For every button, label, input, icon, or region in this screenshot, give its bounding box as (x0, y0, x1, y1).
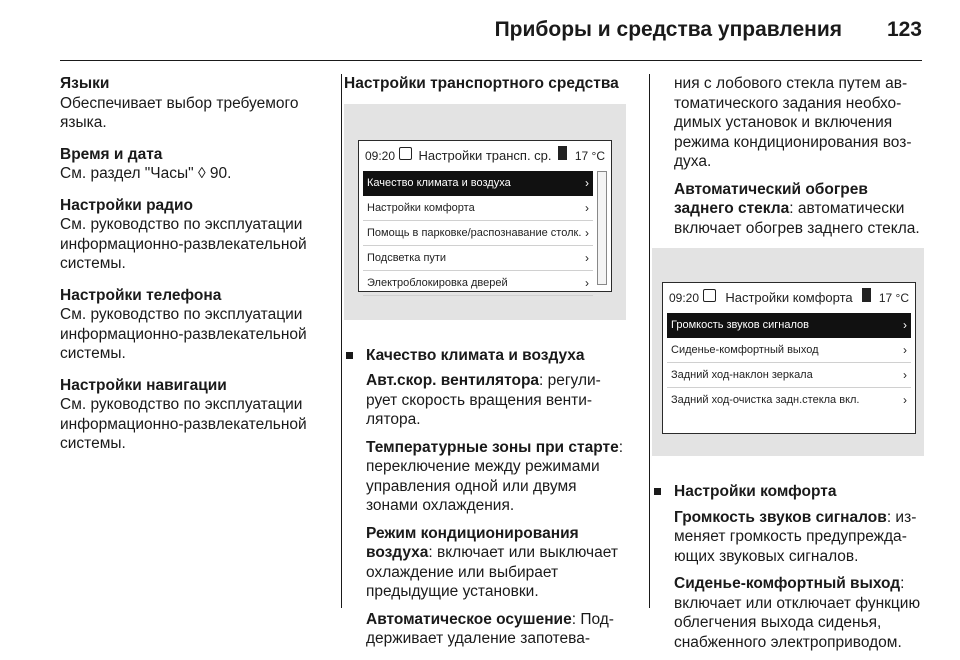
scrollbar[interactable] (597, 171, 607, 285)
menu-item[interactable]: Громкость звуков сигналов › (667, 313, 911, 338)
chevron-right-icon: › (903, 393, 907, 407)
vehicle-settings-screen (358, 140, 612, 292)
temperature: 17 °C (878, 291, 909, 305)
chevron-right-icon: › (585, 275, 589, 290)
column-divider (649, 74, 650, 608)
section-languages: Языки Обеспечивает выбор требуемого языка. (60, 75, 299, 131)
menu-item[interactable]: Подсветка пути › (363, 246, 593, 271)
menu-item[interactable]: Качество климата и воздуха › (363, 171, 593, 196)
bullet-square-icon (346, 352, 353, 359)
left-column (60, 74, 328, 466)
screen-figure (344, 104, 626, 320)
clock-time: 09:20 (669, 291, 700, 305)
bullet-heading: Качество климата и воздуха (344, 346, 626, 366)
comfort-settings-screen (662, 282, 916, 434)
section-navigation: Настройки навигации См. руководство по эксплуатации информационно-развлекательной системы. (60, 376, 307, 452)
page-title: Приборы и средства управления (494, 18, 842, 41)
menu-item[interactable]: Настройки комфорта › (363, 196, 593, 221)
menu-list (667, 313, 911, 412)
menu-list (363, 171, 593, 296)
temperature: 17 °C (574, 148, 605, 163)
chevron-right-icon: › (903, 318, 907, 332)
chevron-right-icon: › (585, 175, 589, 190)
phone-icon (558, 146, 567, 160)
page-header (0, 0, 960, 60)
section-phone: Настройки телефона См. руководство по эксплуатации информационно-развлекательной системы. (60, 286, 307, 362)
header-divider (60, 60, 922, 61)
section-radio: Настройки радио См. руководство по эксплуатации информационно-развлекательной системы. (60, 196, 307, 272)
screen-title: Настройки комфорта (725, 290, 853, 305)
section-heading: Настройки транспортного средства (344, 75, 619, 92)
right-column: ния с лобового стекла путем автоматического задания необходимых установок и включения режима кондиционирования воздуха. Автоматический обогрев заднего стекла: автоматически включает обогрев заднего стекла. 09:20 Настройки комфорта 17 °C Громкость звуков сигналов › Сиденье-комфортный выход › Задний ход-наклон зеркала › Задний ход-очистка задн.стекла вкл. › Настройки комфорта Громкость звуков сигналов: изменяет громкость предупреждающих звуковых сигналов. Сиденье-комфортный выход: включает или отключает функцию облегчения выхода сиденья, снабженного электроприводом. (652, 74, 924, 660)
chevron-right-icon: › (903, 343, 907, 357)
screen-title: Настройки трансп. ср. (418, 147, 552, 163)
chevron-right-icon: › (585, 200, 589, 215)
clock-time: 09:20 (365, 148, 396, 163)
chevron-right-icon: › (585, 250, 589, 265)
phone-icon (862, 288, 871, 302)
middle-column: Настройки транспортного средства 09:20 Настройки трансп. ср. 17 °C Качество климата и воздуха › Настройки комфорта › Помощь в парковке/распознавание столк. › Подсветка пути › Электроблокировка дверей › Качество климата и воздуха Авт.скор. вентилятора: регулирует скорость вращения вентилятора. Температурные зоны при старте: переключение между режимами управления одной или двумя зонами охлаждения. Режим кондиционирования воздуха: включает или выключает охлаждение или выбирает предыдущие установки. Автоматическое осушение: Поддерживает удаление запотева- (344, 74, 626, 657)
chevron-right-icon: › (585, 225, 589, 240)
column-divider (341, 74, 342, 608)
menu-item[interactable]: Задний ход-наклон зеркала › (667, 363, 911, 388)
bullet-heading: Настройки комфорта (652, 482, 924, 502)
section-datetime: Время и дата См. раздел "Часы" ◊ 90. (60, 145, 232, 182)
menu-item[interactable]: Сиденье-комфортный выход › (667, 338, 911, 363)
menu-item[interactable]: Помощь в парковке/распознавание столк. › (363, 221, 593, 246)
menu-item[interactable]: Электроблокировка дверей › (363, 271, 593, 296)
menu-item[interactable]: Задний ход-очистка задн.стекла вкл. › (667, 388, 911, 412)
screen-figure (652, 248, 924, 456)
bullet-square-icon (654, 488, 661, 495)
page-number: 123 (886, 18, 922, 41)
chevron-right-icon: › (903, 368, 907, 382)
